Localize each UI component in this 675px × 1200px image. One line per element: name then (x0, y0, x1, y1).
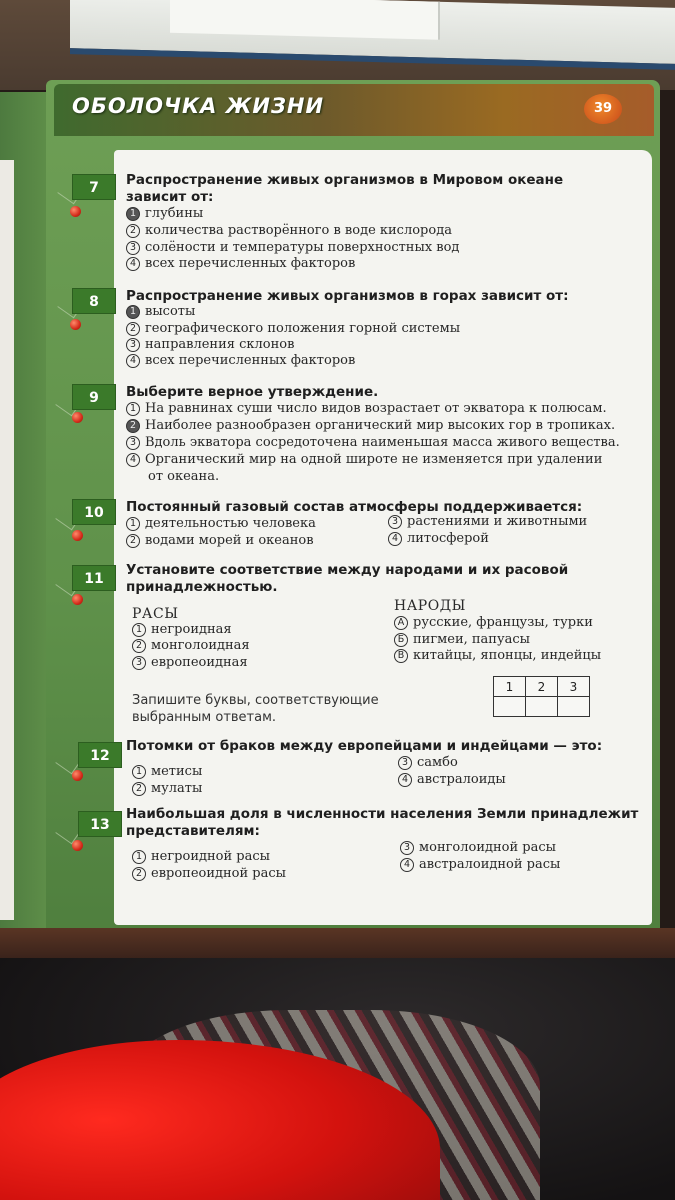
answer-table-header: 1 (494, 677, 526, 697)
left-page-paper (0, 160, 14, 920)
question-7-title-line2: зависит от: (126, 189, 214, 205)
answer-circle-icon: В (394, 649, 408, 663)
question-7-title (126, 172, 563, 206)
question-11-title-line2: принадлежностью. (126, 579, 278, 595)
option-text: На равнинах суши число видов возрастает от экватора к полюсам. (145, 401, 607, 416)
option-text: монголоидной расы (419, 840, 556, 855)
option-text: водами морей и океанов (145, 533, 314, 548)
question-12-option-3[interactable] (398, 755, 458, 771)
question-9-option-3[interactable] (126, 435, 620, 451)
option-text: китайцы, японцы, индейцы (413, 648, 602, 663)
question-number-12: 12 (78, 742, 122, 768)
people-option-a (394, 615, 593, 631)
question-13-option-3[interactable] (400, 840, 556, 856)
answer-circle-icon: 2 (132, 867, 146, 881)
option-text: австралоиды (417, 772, 506, 787)
question-8-option-4[interactable] (126, 353, 355, 369)
question-13-option-1[interactable] (132, 849, 270, 865)
answer-circle-icon: 2 (126, 419, 140, 433)
section-title: ОБОЛОЧКА ЖИЗНИ (72, 94, 325, 118)
question-13-option-4[interactable] (400, 857, 560, 873)
option-text: направления склонов (145, 337, 295, 352)
option-text: Наиболее разнообразен органический мир высоких гор в тропиках. (145, 418, 616, 433)
question-9-title: Выберите верное утверждение. (126, 384, 379, 400)
answer-circle-icon: 1 (126, 402, 140, 416)
question-number-10: 10 (72, 499, 116, 525)
option-text: глубины (145, 206, 204, 221)
answer-circle-icon: 1 (132, 623, 146, 637)
question-number-9: 9 (72, 384, 116, 410)
question-8-option-2[interactable] (126, 321, 460, 337)
question-9-option-4-continuation: от океана. (148, 469, 220, 484)
races-heading: РАСЫ (132, 606, 179, 622)
question-11-title-line1: Установите соответствие между народами и их расовой (126, 562, 569, 578)
question-9-option-4[interactable] (126, 452, 602, 468)
question-13-title-line1: Наибольшая доля в численности населения Земли принадлежит (126, 806, 639, 822)
question-13-title-line2: представителям: (126, 823, 260, 839)
difficulty-dot-icon (72, 594, 83, 605)
answer-table-header-row (494, 677, 590, 697)
difficulty-dot-icon (70, 206, 81, 217)
option-text: растениями и животными (407, 514, 588, 529)
answer-cell-2[interactable] (526, 697, 558, 717)
answer-circle-icon: 2 (132, 639, 146, 653)
answer-circle-icon: 1 (126, 517, 140, 531)
answer-circle-icon: 1 (126, 305, 140, 319)
people-option-v (394, 648, 601, 664)
answer-circle-icon: 1 (132, 765, 146, 779)
answer-cell-3[interactable] (558, 697, 590, 717)
answer-instruction-line1: Запишите буквы, соответствующие (132, 693, 379, 708)
option-text: метисы (151, 764, 203, 779)
answer-circle-icon: 3 (126, 241, 140, 255)
question-10-option-4[interactable] (388, 531, 489, 547)
question-number-8: 8 (72, 288, 116, 314)
question-12-option-1[interactable] (132, 764, 202, 780)
option-text: литосферой (407, 531, 489, 546)
answer-circle-icon: 3 (398, 756, 412, 770)
answer-circle-icon: 3 (388, 515, 402, 529)
answer-circle-icon: Б (394, 633, 408, 647)
answer-circle-icon: 3 (400, 841, 414, 855)
option-text: европеоидной расы (151, 866, 287, 881)
answer-instruction (132, 692, 379, 726)
answer-circle-icon: 2 (126, 224, 140, 238)
question-12-option-4[interactable] (398, 772, 506, 788)
answer-circle-icon: 4 (388, 532, 402, 546)
answer-table (493, 676, 590, 717)
answer-circle-icon: 1 (132, 850, 146, 864)
option-text: пигмеи, папуасы (413, 632, 530, 647)
question-10-title: Постоянный газовый состав атмосферы поддерживается: (126, 499, 583, 515)
answer-circle-icon: 4 (400, 858, 414, 872)
race-option-1 (132, 622, 232, 638)
option-text: мулаты (151, 781, 203, 796)
answer-circle-icon: 2 (126, 534, 140, 548)
book-bottom-edge (0, 928, 675, 958)
question-10-option-1[interactable] (126, 516, 316, 532)
answer-circle-icon: 4 (126, 354, 140, 368)
answer-circle-icon: 3 (126, 436, 140, 450)
option-text: географического положения горной системы (145, 321, 461, 336)
question-7-option-1[interactable] (126, 206, 203, 222)
option-text: европеоидная (151, 655, 248, 670)
question-8-title: Распространение живых организмов в горах зависит от: (126, 288, 569, 304)
book-above-page (170, 0, 440, 40)
answer-instruction-line2: выбранным ответам. (132, 710, 277, 725)
difficulty-dot-icon (72, 530, 83, 541)
section-banner (54, 84, 654, 136)
peoples-heading: НАРОДЫ (394, 598, 466, 614)
race-option-3 (132, 655, 248, 671)
answer-table-header: 2 (526, 677, 558, 697)
question-number-7: 7 (72, 174, 116, 200)
question-12-title: Потомки от браков между европейцами и индейцами — это: (126, 738, 603, 754)
answer-table-header: 3 (558, 677, 590, 697)
option-text: негроидной расы (151, 849, 270, 864)
question-8-option-3[interactable] (126, 337, 294, 353)
option-text: русские, французы, турки (413, 615, 593, 630)
option-text: солёности и температуры поверхностных вод (145, 240, 460, 255)
option-text: негроидная (151, 622, 232, 637)
answer-circle-icon: 2 (132, 782, 146, 796)
difficulty-dot-icon (72, 770, 83, 781)
option-text: всех перечисленных факторов (145, 353, 356, 368)
option-text: всех перечисленных факторов (145, 256, 356, 271)
answer-circle-icon: 4 (126, 257, 140, 271)
question-13-option-2[interactable] (132, 866, 286, 882)
question-7-title-line1: Распространение живых организмов в Мировом океане (126, 172, 564, 188)
race-option-2 (132, 638, 250, 654)
answer-circle-icon: 2 (126, 322, 140, 336)
page-number-badge: 39 (584, 94, 622, 124)
option-text: деятельностью человека (145, 516, 316, 531)
answer-table-input-row (494, 697, 590, 717)
question-number-11: 11 (72, 565, 116, 591)
answer-circle-icon: 4 (398, 773, 412, 787)
option-text: самбо (417, 755, 458, 770)
question-10-option-2[interactable] (126, 533, 314, 549)
question-11-title (126, 562, 568, 596)
option-text: австралоидной расы (419, 857, 561, 872)
answer-circle-icon: 3 (126, 338, 140, 352)
question-10-option-3[interactable] (388, 514, 587, 530)
answer-circle-icon: 3 (132, 656, 146, 670)
question-13-title (126, 806, 638, 840)
question-9-option-2[interactable] (126, 418, 615, 434)
answer-cell-1[interactable] (494, 697, 526, 717)
question-7-option-2[interactable] (126, 223, 452, 239)
people-option-b (394, 632, 530, 648)
question-number-13: 13 (78, 811, 122, 837)
answer-circle-icon: 1 (126, 207, 140, 221)
option-text: Органический мир на одной широте не изменяется при удалении (145, 452, 603, 467)
option-text: высоты (145, 304, 196, 319)
difficulty-dot-icon (70, 319, 81, 330)
answer-circle-icon: А (394, 616, 408, 630)
question-9-option-1[interactable] (126, 401, 607, 417)
option-text: монголоидная (151, 638, 250, 653)
question-12-option-2[interactable] (132, 781, 202, 797)
question-7-option-3[interactable] (126, 240, 459, 256)
question-8-option-1[interactable] (126, 304, 195, 320)
difficulty-dot-icon (72, 840, 83, 851)
option-text: количества растворённого в воде кислорода (145, 223, 452, 238)
question-7-option-4[interactable] (126, 256, 355, 272)
answer-circle-icon: 4 (126, 453, 140, 467)
option-text: Вдоль экватора сосредоточена наименьшая масса живого вещества. (145, 435, 620, 450)
difficulty-dot-icon (72, 412, 83, 423)
